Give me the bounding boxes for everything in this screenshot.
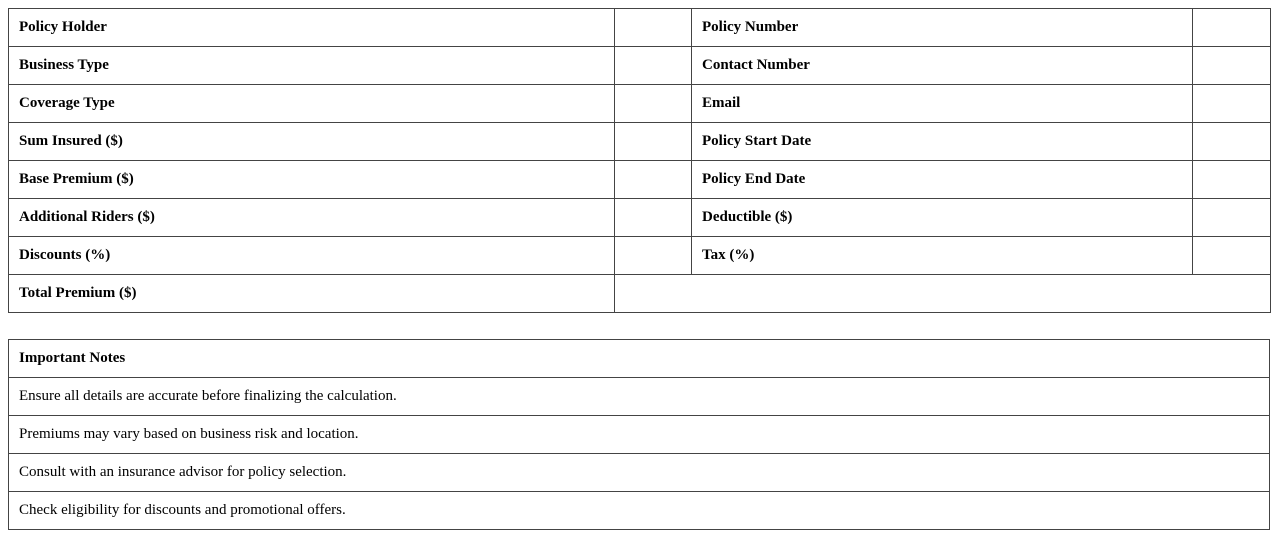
table-row — [9, 9, 1271, 47]
email-field[interactable] — [1193, 85, 1271, 123]
table-row — [9, 123, 1271, 161]
table-row — [9, 416, 1270, 454]
policy-holder-input[interactable] — [621, 13, 685, 43]
deductible-input[interactable] — [1199, 203, 1264, 233]
discounts-field[interactable] — [615, 237, 692, 275]
policy-holder-field[interactable] — [615, 9, 692, 47]
base-premium-input[interactable] — [621, 165, 685, 195]
policy-end-date-input[interactable] — [1199, 165, 1264, 195]
policy-number-input[interactable] — [1199, 13, 1264, 43]
business-type-input[interactable] — [621, 51, 685, 81]
business-type-field[interactable] — [615, 47, 692, 85]
sum-insured-input[interactable] — [621, 127, 685, 157]
policy-number-label: Policy Number — [692, 9, 1193, 47]
table-row — [9, 199, 1271, 237]
total-premium-field[interactable] — [615, 275, 1271, 313]
table-row — [9, 378, 1270, 416]
tax-label: Tax (%) — [692, 237, 1193, 275]
policy-holder-label: Policy Holder — [9, 9, 615, 47]
table-row — [9, 275, 1271, 313]
sum-insured-label: Sum Insured ($) — [9, 123, 615, 161]
business-type-label: Business Type — [9, 47, 615, 85]
contact-number-input[interactable] — [1199, 51, 1264, 81]
important-notes-table — [8, 339, 1270, 530]
email-input[interactable] — [1199, 89, 1264, 119]
sum-insured-field[interactable] — [615, 123, 692, 161]
table-row — [9, 492, 1270, 530]
table-row — [9, 47, 1271, 85]
note-item: Ensure all details are accurate before finalizing the calculation. — [9, 378, 1270, 416]
policy-start-date-field[interactable] — [1193, 123, 1271, 161]
coverage-type-input[interactable] — [621, 89, 685, 119]
note-item: Consult with an insurance advisor for policy selection. — [9, 454, 1270, 492]
note-item: Check eligibility for discounts and promotional offers. — [9, 492, 1270, 530]
discounts-label: Discounts (%) — [9, 237, 615, 275]
table-row — [9, 454, 1270, 492]
base-premium-label: Base Premium ($) — [9, 161, 615, 199]
note-item: Premiums may vary based on business risk and location. — [9, 416, 1270, 454]
notes-heading: Important Notes — [9, 340, 1270, 378]
tax-input[interactable] — [1199, 241, 1264, 271]
premium-calculation-table — [8, 8, 1271, 313]
policy-start-date-label: Policy Start Date — [692, 123, 1193, 161]
table-row — [9, 85, 1271, 123]
additional-riders-input[interactable] — [621, 203, 685, 233]
total-premium-label: Total Premium ($) — [9, 275, 615, 313]
policy-end-date-field[interactable] — [1193, 161, 1271, 199]
policy-number-field[interactable] — [1193, 9, 1271, 47]
additional-riders-field[interactable] — [615, 199, 692, 237]
table-row — [9, 340, 1270, 378]
table-row — [9, 161, 1271, 199]
coverage-type-label: Coverage Type — [9, 85, 615, 123]
discounts-input[interactable] — [621, 241, 685, 271]
deductible-label: Deductible ($) — [692, 199, 1193, 237]
contact-number-field[interactable] — [1193, 47, 1271, 85]
deductible-field[interactable] — [1193, 199, 1271, 237]
total-premium-input[interactable] — [621, 279, 1264, 309]
coverage-type-field[interactable] — [615, 85, 692, 123]
policy-end-date-label: Policy End Date — [692, 161, 1193, 199]
additional-riders-label: Additional Riders ($) — [9, 199, 615, 237]
table-row — [9, 237, 1271, 275]
tax-field[interactable] — [1193, 237, 1271, 275]
base-premium-field[interactable] — [615, 161, 692, 199]
email-label: Email — [692, 85, 1193, 123]
policy-start-date-input[interactable] — [1199, 127, 1264, 157]
contact-number-label: Contact Number — [692, 47, 1193, 85]
